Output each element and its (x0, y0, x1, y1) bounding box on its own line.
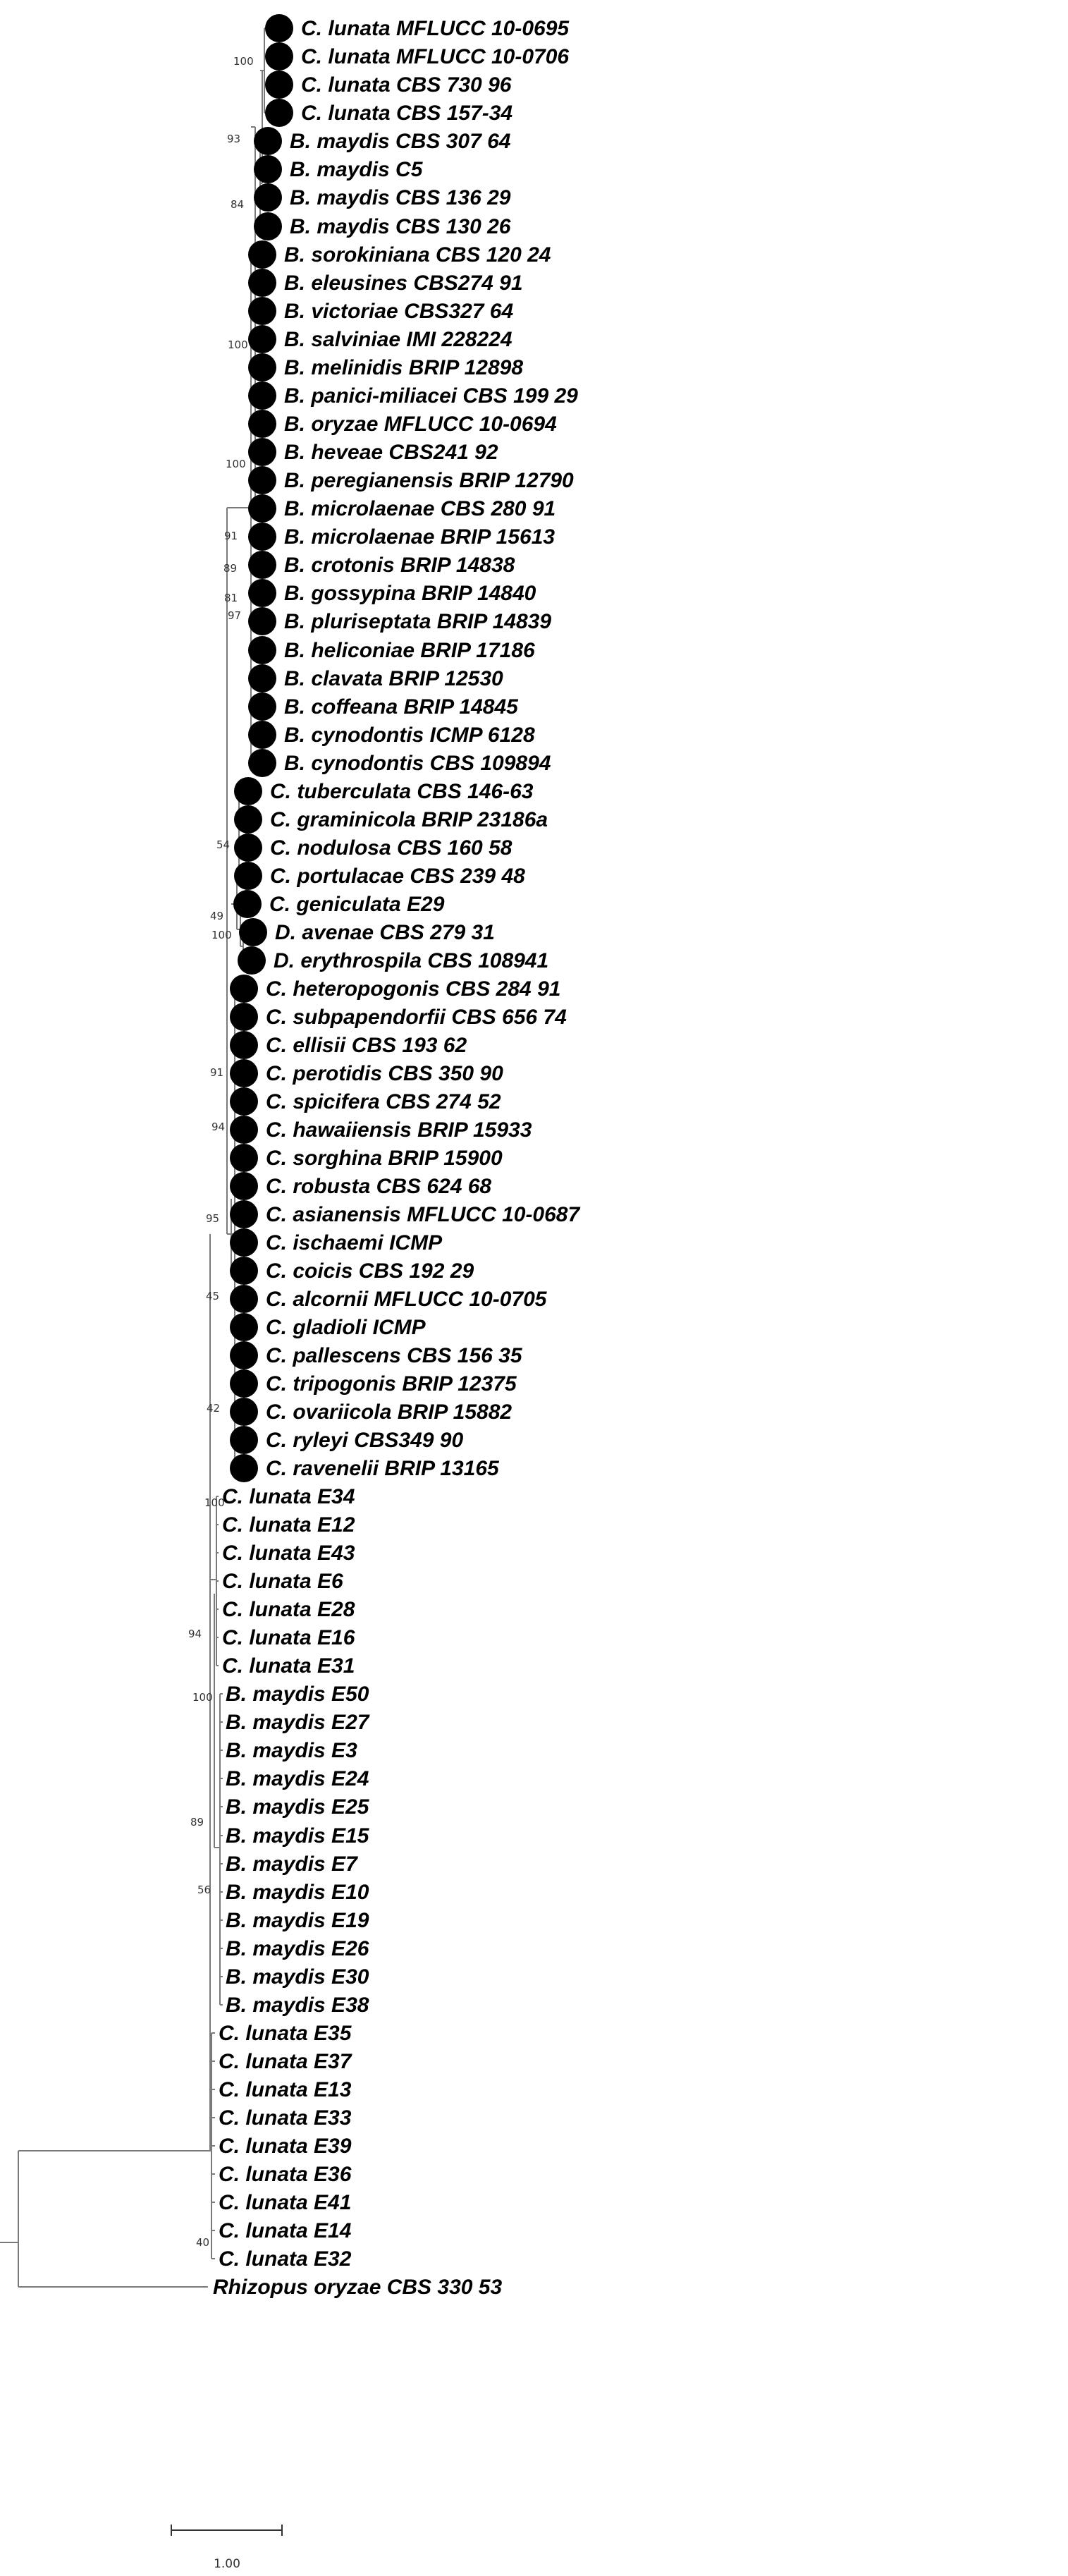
taxon-marker (234, 777, 262, 805)
support-value: 100 (233, 55, 254, 68)
taxon-marker (230, 1285, 258, 1313)
taxon-label: C. lunata E28 (222, 1598, 355, 1621)
taxon-label: C. lunata CBS 730 96 (301, 73, 512, 97)
taxon-label: C. geniculata E29 (269, 893, 445, 916)
support-value: 94 (188, 1628, 202, 1640)
taxon-label: C. ellisii CBS 193 62 (266, 1034, 467, 1057)
taxon-marker (230, 1257, 258, 1285)
taxon-label: C. lunata E37 (219, 2050, 352, 2073)
taxon-label: B. panici-miliacei CBS 199 29 (284, 384, 578, 408)
taxon-label: C. lunata E34 (222, 1485, 355, 1508)
support-value: 45 (206, 1290, 220, 1302)
taxon-label: B. microlaenae CBS 280 91 (284, 497, 556, 520)
taxon-marker (248, 240, 276, 269)
taxon-label: B. maydis E7 (226, 1852, 357, 1876)
taxon-marker (248, 410, 276, 438)
taxon-label: C. tripogonis BRIP 12375 (266, 1372, 517, 1396)
taxon-label: B. pluriseptata BRIP 14839 (284, 610, 552, 633)
support-value: 91 (210, 1066, 224, 1079)
taxon-label: B. victoriae CBS327 64 (284, 300, 514, 323)
taxon-marker (254, 127, 282, 155)
taxon-label: C. lunata E36 (219, 2163, 352, 2186)
support-value: 42 (207, 1402, 221, 1415)
taxon-label: B. maydis C5 (290, 158, 423, 181)
taxon-label: B. heliconiae BRIP 17186 (284, 639, 535, 662)
taxon-label: C. lunata E6 (222, 1570, 343, 1593)
taxon-label: C. nodulosa CBS 160 58 (270, 836, 512, 860)
taxon-marker (230, 1144, 258, 1172)
taxon-label: C. asianensis MFLUCC 10-0687 (266, 1203, 580, 1226)
taxon-label: B. sorokiniana CBS 120 24 (284, 243, 551, 267)
taxon-marker (230, 1426, 258, 1454)
taxon-label: C. portulacae CBS 239 48 (270, 865, 525, 888)
taxon-label: C. lunata E12 (222, 1513, 355, 1537)
taxon-marker (248, 297, 276, 325)
taxon-label: B. gossypina BRIP 14840 (284, 582, 536, 605)
taxon-marker (248, 466, 276, 494)
support-value: 84 (231, 198, 245, 211)
taxon-marker (248, 523, 276, 551)
support-value: 100 (192, 1691, 213, 1704)
taxon-label: B. maydis E10 (226, 1881, 369, 1904)
taxon-marker (230, 1398, 258, 1426)
taxon-marker (248, 692, 276, 721)
support-value: 54 (216, 838, 231, 851)
taxon-label: B. maydis CBS 136 29 (290, 186, 511, 209)
taxon-label: B. maydis CBS 130 26 (290, 215, 511, 238)
support-value: 100 (211, 929, 232, 941)
taxon-label: C. lunata E13 (219, 2078, 352, 2101)
taxon-label: C. pallescens CBS 156 35 (266, 1344, 522, 1367)
taxon-label: B. peregianensis BRIP 12790 (284, 469, 574, 492)
taxon-label: C. subpapendorfii CBS 656 74 (266, 1006, 567, 1029)
taxon-marker (248, 664, 276, 692)
taxon-marker (230, 1313, 258, 1341)
taxon-label: D. erythrospila CBS 108941 (274, 949, 549, 972)
taxon-marker (248, 325, 276, 353)
taxon-label: B. coffeana BRIP 14845 (284, 695, 518, 719)
taxon-label: C. ryleyi CBS349 90 (266, 1429, 464, 1452)
taxon-marker (248, 494, 276, 523)
support-value: 49 (210, 910, 224, 922)
taxon-label: B. maydis E50 (226, 1683, 369, 1706)
taxon-label: C. heteropogonis CBS 284 91 (266, 977, 561, 1001)
taxon-label: C. lunata E31 (222, 1654, 355, 1678)
taxon-marker (254, 155, 282, 183)
taxon-label: B. crotonis BRIP 14838 (284, 554, 515, 577)
taxon-marker (239, 918, 267, 946)
support-value: 94 (211, 1121, 226, 1133)
support-value: 97 (228, 609, 242, 622)
taxon-marker (248, 579, 276, 607)
taxon-marker (230, 1369, 258, 1398)
taxon-marker (230, 1087, 258, 1116)
scale-bar (171, 2525, 282, 2571)
taxon-marker (234, 862, 262, 890)
taxon-marker (230, 1200, 258, 1228)
taxon-label: C. coicis CBS 192 29 (266, 1259, 474, 1283)
taxon-label: D. avenae CBS 279 31 (275, 921, 495, 944)
taxon-label: B. maydis CBS 307 64 (290, 130, 511, 153)
support-value: 93 (227, 133, 241, 145)
taxon-label: B. maydis E19 (226, 1909, 369, 1932)
support-value: 100 (226, 458, 246, 470)
taxon-label: C. lunata E39 (219, 2135, 352, 2158)
taxon-marker (248, 353, 276, 381)
taxon-marker (265, 14, 293, 42)
support-value: 91 (224, 530, 238, 542)
taxon-label: C. graminicola BRIP 23186a (270, 808, 548, 831)
support-value: 40 (196, 2236, 210, 2249)
taxon-marker (230, 1059, 258, 1087)
taxon-label: C. lunata E35 (219, 2022, 352, 2045)
taxon-label: C. lunata MFLUCC 10-0695 (301, 17, 570, 40)
taxon-label: C. ischaemi ICMP (266, 1231, 443, 1255)
taxon-label: B. microlaenae BRIP 15613 (284, 525, 556, 549)
taxon-label: B. salviniae IMI 228224 (284, 328, 512, 351)
taxon-marker (234, 805, 262, 834)
taxon-marker (248, 381, 276, 410)
taxon-label: C. robusta CBS 624 68 (266, 1175, 492, 1198)
taxon-label: B. maydis E38 (226, 1994, 369, 2017)
taxon-label: B. melinidis BRIP 12898 (284, 356, 524, 379)
taxon-marker (230, 1031, 258, 1059)
taxon-marker (230, 1454, 258, 1482)
support-value: 56 (197, 1884, 211, 1896)
taxon-marker (265, 99, 293, 127)
taxon-marker (254, 183, 282, 212)
taxon-label: B. cynodontis ICMP 6128 (284, 724, 535, 747)
taxon-marker (230, 1341, 258, 1369)
support-value: 95 (206, 1212, 220, 1225)
taxon-marker (254, 212, 282, 240)
taxon-label: B. maydis E26 (226, 1937, 369, 1960)
taxon-label: C. tuberculata CBS 146-63 (270, 780, 534, 803)
taxon-label: B. oryzae MFLUCC 10-0694 (284, 413, 557, 436)
taxon-label: B. heveae CBS241 92 (284, 441, 498, 464)
support-value: 89 (190, 1816, 204, 1829)
taxon-marker (230, 1116, 258, 1144)
taxon-label: C. lunata E33 (219, 2106, 352, 2130)
taxon-marker (238, 946, 266, 975)
support-value: 100 (204, 1496, 225, 1509)
taxon-marker (248, 721, 276, 749)
taxon-label: C. lunata CBS 157-34 (301, 102, 513, 125)
taxon-marker (248, 269, 276, 297)
taxon-label: Rhizopus oryzae CBS 330 53 (213, 2276, 503, 2299)
taxon-marker (265, 42, 293, 71)
taxon-label: C. perotidis CBS 350 90 (266, 1062, 503, 1085)
taxon-label: C. lunata E41 (219, 2191, 352, 2214)
taxon-label: C. alcornii MFLUCC 10-0705 (266, 1288, 547, 1311)
taxon-marker (248, 607, 276, 635)
taxon-label: B. maydis E15 (226, 1824, 369, 1848)
taxon-marker (248, 551, 276, 579)
taxon-marker (265, 71, 293, 99)
taxon-marker (248, 749, 276, 777)
taxon-label: C. lunata E16 (222, 1626, 355, 1649)
taxon-label: B. clavata BRIP 12530 (284, 667, 503, 690)
support-value: 100 (228, 338, 248, 351)
taxon-marker (234, 834, 262, 862)
support-value: 81 (224, 592, 238, 604)
taxon-label: B. maydis E24 (226, 1767, 369, 1790)
taxon-marker (230, 1228, 258, 1257)
taxon-label: B. maydis E27 (226, 1711, 369, 1734)
taxon-label: C. lunata E14 (219, 2219, 352, 2242)
taxon-label: C. lunata E32 (219, 2247, 352, 2271)
taxon-label: B. maydis E3 (226, 1739, 357, 1762)
taxon-marker (233, 890, 262, 918)
taxon-label: B. cynodontis CBS 109894 (284, 752, 551, 775)
taxon-marker (248, 636, 276, 664)
taxon-label: C. ovariicola BRIP 15882 (266, 1400, 512, 1424)
taxon-marker (230, 1172, 258, 1200)
taxon-label: C. gladioli ICMP (266, 1316, 426, 1339)
taxon-marker (230, 975, 258, 1003)
taxon-label: C. ravenelii BRIP 13165 (266, 1457, 499, 1480)
taxon-marker (248, 438, 276, 466)
taxon-label: C. sorghina BRIP 15900 (266, 1147, 503, 1170)
taxon-label: B. eleusines CBS274 91 (284, 271, 523, 295)
taxon-label: C. lunata MFLUCC 10-0706 (301, 45, 570, 68)
taxon-label: B. maydis E30 (226, 1965, 369, 1989)
taxon-marker (230, 1003, 258, 1031)
taxon-label: C. hawaiiensis BRIP 15933 (266, 1118, 532, 1142)
scale-bar-label: 1.00 (214, 2557, 240, 2571)
support-value: 89 (223, 562, 238, 575)
taxon-label: C. lunata E43 (222, 1542, 355, 1565)
taxon-label: C. spicifera CBS 274 52 (266, 1090, 501, 1113)
taxon-label: B. maydis E25 (226, 1795, 369, 1819)
